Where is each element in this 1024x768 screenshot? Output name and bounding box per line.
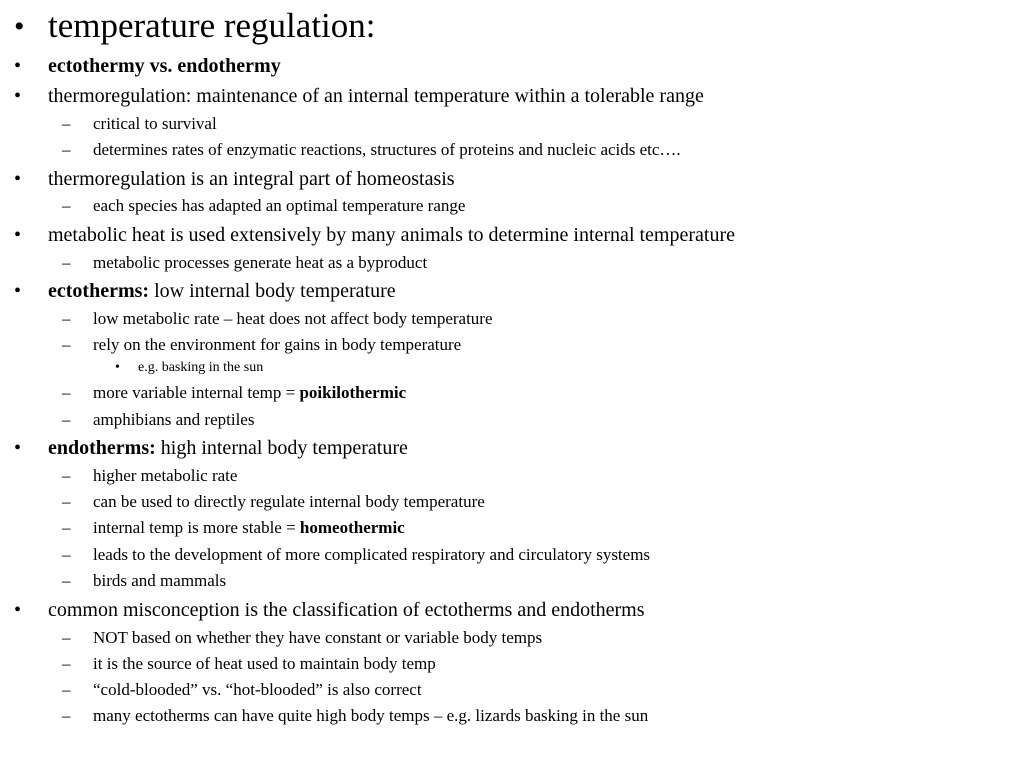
bullet-marker: •: [14, 55, 22, 77]
text-run: critical to survival: [93, 114, 217, 133]
text-run: many ectotherms can have quite high body temps – e.g. lizards basking in the sun: [93, 706, 649, 725]
bold-term: ectotherms:: [48, 280, 150, 302]
bullet-text: [48, 281, 396, 301]
bullet-marker: •: [14, 168, 22, 190]
text-run: metabolic heat is used extensively by many animals to determine internal temperature: [48, 224, 735, 246]
dash-bullet-marker: –: [62, 140, 71, 159]
text-run: each species has adapted an optimal temperature range: [93, 196, 466, 215]
bullet-marker: •: [14, 599, 22, 621]
dash-bullet-marker: –: [62, 335, 71, 354]
bullet-marker: •: [115, 360, 120, 375]
bullet-text: [48, 600, 645, 620]
bullet-marker: •: [14, 280, 22, 302]
text-run: metabolic processes generate heat as a byproduct: [93, 253, 428, 272]
bullet-text: [93, 629, 542, 646]
text-run: higher metabolic rate: [93, 466, 238, 485]
text-run: amphibians and reptiles: [93, 410, 255, 429]
bullet-marker: •: [14, 10, 25, 43]
bullet-text: [93, 707, 648, 724]
bullet-text: [93, 546, 650, 563]
dash-bullet-marker: –: [62, 706, 71, 725]
bullet-text: [93, 572, 226, 589]
dash-bullet-marker: –: [62, 114, 71, 133]
bullet-text: [48, 225, 735, 245]
bullet-marker: •: [14, 85, 22, 107]
text-run: thermoregulation is an integral part of homeostasis: [48, 168, 455, 190]
text-run: birds and mammals: [93, 571, 227, 590]
text-run: determines rates of enzymatic reactions, structures of proteins and nucleic acids etc….: [93, 140, 681, 159]
text-run: it is the source of heat used to maintain body temp: [93, 654, 436, 673]
bullet-text: [93, 681, 422, 698]
dash-bullet-marker: –: [62, 628, 71, 647]
bullet-text: [93, 254, 427, 271]
dash-bullet-marker: –: [62, 410, 71, 429]
dash-bullet-marker: –: [62, 518, 71, 537]
text-run: internal temp is more stable =: [93, 518, 300, 537]
bullet-text: [93, 384, 406, 401]
bullet-text: [93, 336, 461, 353]
text-run: rely on the environment for gains in body temperature: [93, 335, 462, 354]
dash-bullet-marker: –: [62, 309, 71, 328]
dash-bullet-marker: –: [62, 571, 71, 590]
dash-bullet-marker: –: [62, 383, 71, 402]
bullet-text: [138, 361, 263, 375]
text-run: high internal body temperature: [155, 437, 408, 459]
dash-bullet-marker: –: [62, 545, 71, 564]
bullet-text: [93, 519, 405, 536]
bullet-text: [93, 310, 493, 327]
text-run: common misconception is the classification of ectotherms and endotherms: [48, 599, 645, 621]
bullet-text: [48, 169, 455, 189]
text-run: leads to the development of more complicated respiratory and circulatory systems: [93, 545, 651, 564]
bullet-text: [93, 197, 465, 214]
bold-term: homeothermic: [299, 518, 405, 537]
text-run: low metabolic rate – heat does not affect body temperature: [93, 309, 493, 328]
bullet-text: [93, 655, 436, 672]
bullet-text: [48, 56, 281, 76]
bullet-text: [93, 141, 681, 158]
dash-bullet-marker: –: [62, 654, 71, 673]
dash-bullet-marker: –: [62, 253, 71, 272]
bullet-text: [93, 115, 217, 132]
bullet-text: [93, 411, 254, 428]
text-run: NOT based on whether they have constant or variable body temps: [93, 628, 543, 647]
text-run: can be used to directly regulate internal body temperature: [93, 492, 485, 511]
bullet-text: [93, 467, 237, 484]
dash-bullet-marker: –: [62, 196, 71, 215]
bullet-text: [48, 86, 704, 106]
slide-title: [48, 8, 376, 43]
bullet-text: [48, 438, 408, 458]
dash-bullet-marker: –: [62, 680, 71, 699]
text-run: “cold-blooded” vs. “hot-blooded” is also correct: [93, 680, 422, 699]
bold-term: endotherms:: [48, 437, 156, 459]
bold-term: ectothermy vs. endothermy: [48, 55, 281, 77]
dash-bullet-marker: –: [62, 492, 71, 511]
text-run: e.g. basking in the sun: [138, 360, 264, 375]
text-run: more variable internal temp =: [93, 383, 300, 402]
text-run: low internal body temperature: [149, 280, 396, 302]
text-run: thermoregulation: maintenance of an internal temperature within a tolerable range: [48, 85, 704, 107]
dash-bullet-marker: –: [62, 466, 71, 485]
bold-term: poikilothermic: [299, 383, 407, 402]
text-run: temperature regulation:: [48, 6, 376, 45]
bullet-text: [93, 493, 485, 510]
bullet-marker: •: [14, 224, 22, 246]
bullet-marker: •: [14, 437, 22, 459]
